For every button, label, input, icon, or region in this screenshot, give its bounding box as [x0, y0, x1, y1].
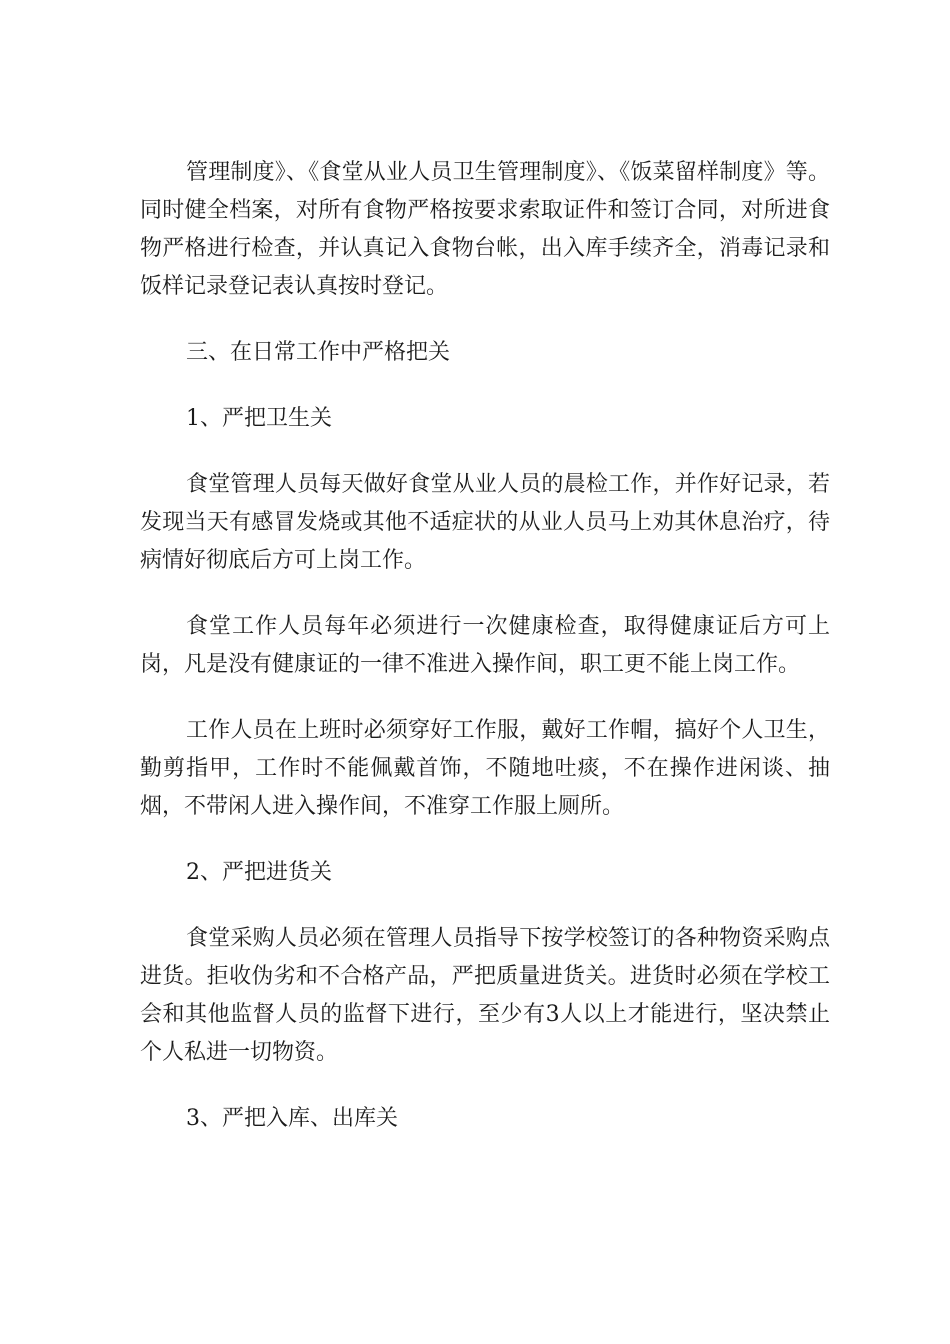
document-body: [140, 150, 830, 1166]
subheading-purchasing: 2、严把进货关: [186, 860, 332, 885]
subheading-hygiene: 1、严把卫生关: [186, 406, 332, 431]
section-heading-daily-control: 三、在日常工作中严格把关: [186, 340, 451, 365]
paragraph-archive-records: 管理制度》、《食堂从业人员卫生管理制度》、《饭菜留样制度》等。同时健全档案，对所有食物严格按要求索取证件和签订合同，对所进食物严格进行检查，并认真记入食物台帐，出入库手续齐全，消毒记录和饭样记录登记表认真按时登记。: [140, 160, 830, 299]
paragraph-health-certificate: 食堂工作人员每年必须进行一次健康检查，取得健康证后方可上岗，凡是没有健康证的一律不准进入操作间，职工更不能上岗工作。: [140, 614, 830, 677]
paragraph-purchasing-rules: 食堂采购人员必须在管理人员指导下按学校签订的各种物资采购点进货。拒收伪劣和不合格产品，严把质量进货关。进货时必须在学校工会和其他监督人员的监督下进行，至少有3人以上才能进行，坚决禁止个人私进一切物资。: [140, 926, 830, 1065]
subheading-warehouse: 3、严把入库、出库关: [186, 1106, 398, 1131]
paragraph-work-attire: 工作人员在上班时必须穿好工作服，戴好工作帽，搞好个人卫生，勤剪指甲，工作时不能佩戴首饰，不随地吐痰，不在操作进闲谈、抽烟，不带闲人进入操作间，不准穿工作服上厕所。: [140, 718, 830, 819]
paragraph-morning-check: 食堂管理人员每天做好食堂从业人员的晨检工作，并作好记录，若发现当天有感冒发烧或其他不适症状的从业人员马上劝其休息治疗，待病情好彻底后方可上岗工作。: [140, 472, 830, 573]
